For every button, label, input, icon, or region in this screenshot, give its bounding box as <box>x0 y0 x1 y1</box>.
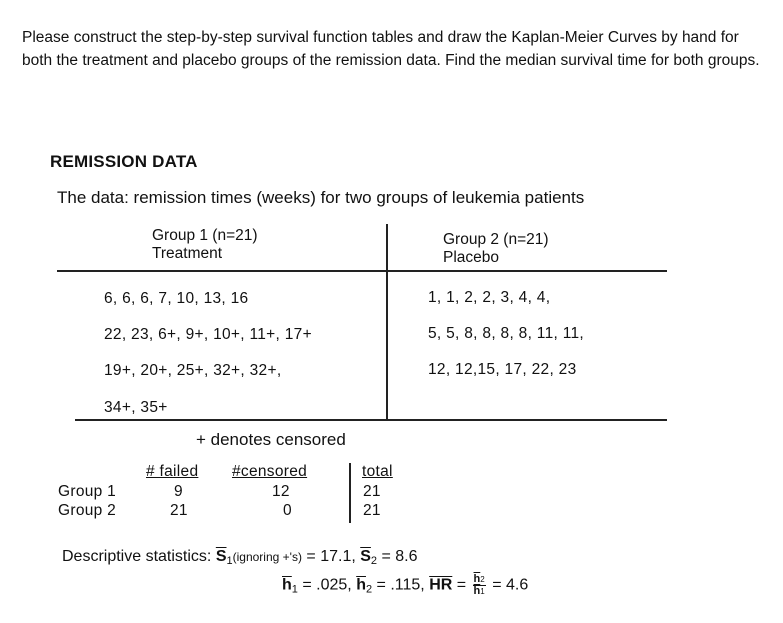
group1-row: 6, 6, 6, 7, 10, 13, 16 <box>104 290 249 307</box>
summary-row-censored: 12 <box>272 483 290 500</box>
s1-subscript: 1 <box>226 555 233 567</box>
s1-value: = 17.1, <box>306 548 356 565</box>
s1-note: (ignoring +'s) <box>232 550 302 564</box>
table-divider-vertical <box>386 224 388 420</box>
censored-note: + denotes censored <box>196 430 346 449</box>
figure-description: The data: remission times (weeks) for two groups of leukemia patients <box>57 188 585 207</box>
summary-col-failed: # failed <box>146 463 199 480</box>
stats-line-1 <box>62 548 418 567</box>
group2-header-line2: Placebo <box>443 249 500 266</box>
frac-den-symbol: $\overline{h}$ <box>473 585 481 597</box>
group1-header-line1: Group 1 (n=21) <box>152 227 258 244</box>
summary-row-failed: 21 <box>170 502 188 519</box>
s1-symbol: $\overline{S}$ <box>215 548 227 565</box>
s2-subscript: 2 <box>370 555 378 567</box>
stats-line-2 <box>282 574 528 597</box>
group2-row: 12, 12,15, 17, 22, 23 <box>428 361 577 378</box>
table-bottom-rule <box>75 419 667 421</box>
group1-row: 19+, 20+, 25+, 32+, 32+, <box>104 362 282 379</box>
h2-value: = .115, <box>376 576 425 594</box>
group1-header-line2: Treatment <box>152 245 223 262</box>
summary-row-group: Group 1 <box>58 483 117 500</box>
h1-symbol: $\overline{h}$ <box>282 576 292 594</box>
s2-value: = 8.6 <box>381 548 418 565</box>
summary-row-censored: 0 <box>283 502 292 519</box>
group2-header-line1: Group 2 (n=21) <box>443 231 549 248</box>
summary-divider <box>349 463 351 523</box>
summary-row-total: 21 <box>363 502 381 519</box>
stats-label: Descriptive statistics: <box>62 548 212 565</box>
summary-col-censored: #censored <box>232 463 308 480</box>
frac-den-subscript: 1 <box>480 587 485 596</box>
h2-subscript: 2 <box>365 583 373 596</box>
group2-row: 1, 1, 2, 2, 3, 4, 4, <box>428 289 551 306</box>
hr-value: = 4.6 <box>492 576 529 594</box>
question-prompt: Please construct the step-by-step survival function tables and draw the Kaplan-Meier Curves by hand for both the treatment and placebo groups of the remission data. Find the median survival time for both groups. <box>22 29 760 69</box>
hr-fraction <box>473 574 486 597</box>
figure-heading: REMISSION DATA <box>50 152 198 171</box>
hr-fraction-denominator <box>473 586 486 597</box>
h2-symbol: $\overline{h}$ <box>356 576 366 594</box>
frac-num-symbol: $\overline{h}$ <box>473 573 481 585</box>
table-header-rule <box>57 270 667 272</box>
summary-row-failed: 9 <box>174 483 183 500</box>
h1-subscript: 1 <box>291 583 298 596</box>
group1-row: 22, 23, 6+, 9+, 10+, 11+, 17+ <box>104 326 312 343</box>
group1-row: 34+, 35+ <box>104 399 168 416</box>
hr-equals: = <box>456 576 467 594</box>
summary-row-total: 21 <box>363 483 381 500</box>
group2-row: 5, 5, 8, 8, 8, 8, 11, 11, <box>428 325 584 342</box>
s2-symbol: $\overline{S}$ <box>360 548 371 565</box>
frac-num-subscript: 2 <box>480 575 485 584</box>
h1-value: = .025, <box>302 576 352 594</box>
group2-header <box>443 231 549 267</box>
group1-header <box>152 227 258 263</box>
summary-col-total: total <box>362 463 393 480</box>
hr-symbol: $\overline{HR}$ <box>429 576 453 594</box>
summary-row-group: Group 2 <box>58 502 117 519</box>
